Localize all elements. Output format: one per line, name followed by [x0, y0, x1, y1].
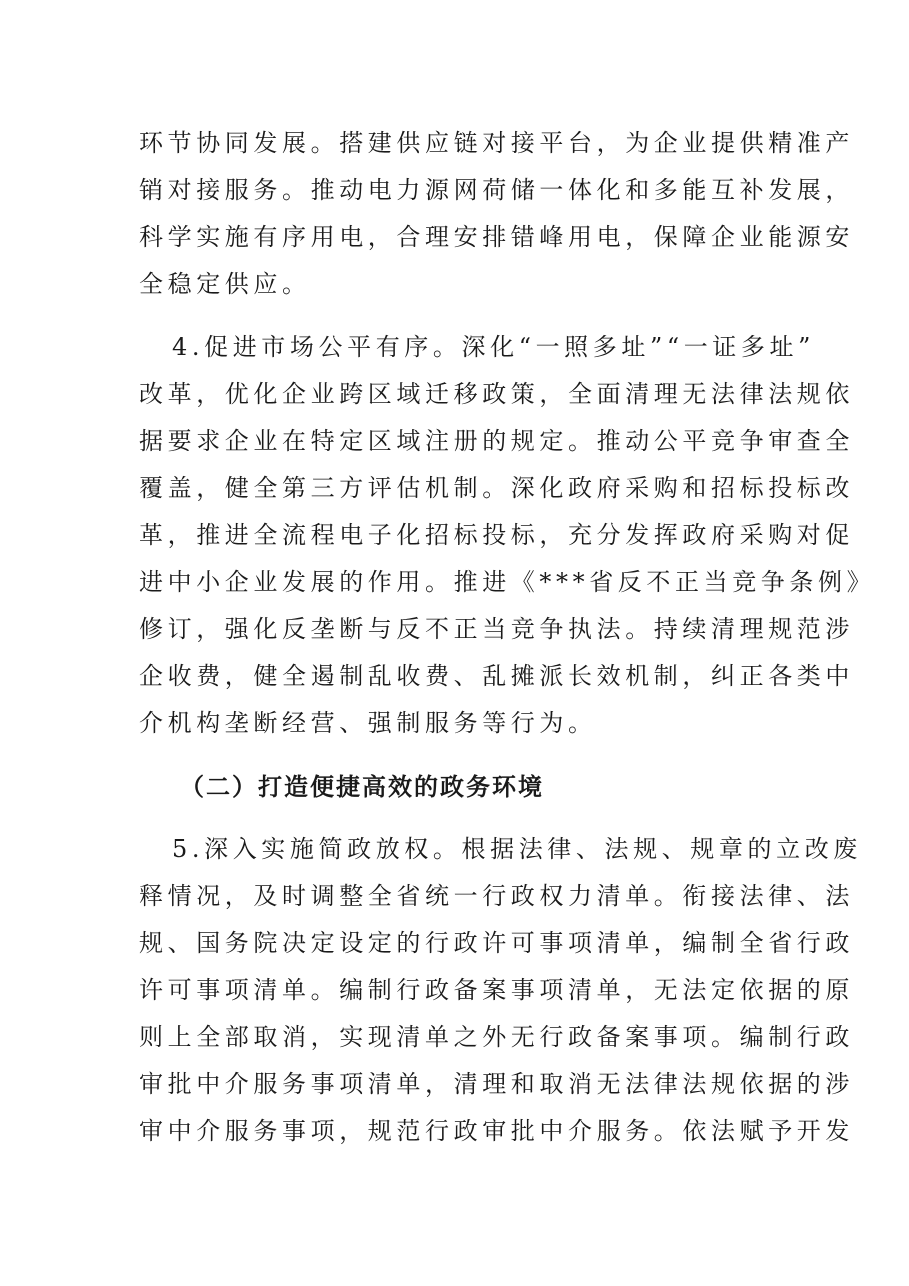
text-line: 全稳定供应。 — [139, 270, 311, 298]
text-line: 改革，优化企业跨区域迁移政策，全面清理无法律法规依 — [139, 380, 854, 408]
text-line: 修订，强化反垄断与反不正当竞争执法。持续清理规范涉 — [139, 615, 854, 643]
text-line: 环节协同发展。搭建供应链对接平台，为企业提供精准产 — [139, 129, 854, 157]
text-line: 4.促进市场公平有序。深化“一照多址”“一证多址” — [172, 333, 815, 361]
text-line: 则上全部取消，实现清单之外无行政备案事项。编制行政 — [139, 1023, 854, 1051]
text-line: 科学实施有序用电，合理安排错峰用电，保障企业能源安 — [139, 223, 854, 251]
text-line: 审批中介服务事项清单，清理和取消无法律法规依据的涉 — [139, 1070, 854, 1098]
text-line: 许可事项清单。编制行政备案事项清单，无法定依据的原 — [139, 976, 854, 1004]
text-line: 规、国务院决定设定的行政许可事项清单，编制全省行政 — [139, 929, 854, 957]
text-line: 介机构垄断经营、强制服务等行为。 — [139, 709, 597, 737]
text-line: 释情况，及时调整全省统一行政权力清单。衔接法律、法 — [139, 882, 854, 910]
text-line: 进中小企业发展的作用。推进《***省反不正当竞争条例》 — [139, 568, 876, 596]
text-line: 销对接服务。推动电力源网荷储一体化和多能互补发展， — [139, 176, 854, 204]
section-heading: （二）打造便捷高效的政务环境 — [180, 773, 544, 801]
text-line: 革，推进全流程电子化招标投标，充分发挥政府采购对促 — [139, 521, 854, 549]
text-line: 覆盖，健全第三方评估机制。深化政府采购和招标投标改 — [139, 474, 854, 502]
text-line: 审中介服务事项，规范行政审批中介服务。依法赋予开发 — [139, 1117, 854, 1145]
text-line: 据要求企业在特定区域注册的规定。推动公平竞争审查全 — [139, 427, 854, 455]
text-line: 5.深入实施简政放权。根据法律、法规、规章的立改废 — [172, 835, 862, 863]
text-line: 企收费，健全遏制乱收费、乱摊派长效机制，纠正各类中 — [139, 662, 854, 690]
